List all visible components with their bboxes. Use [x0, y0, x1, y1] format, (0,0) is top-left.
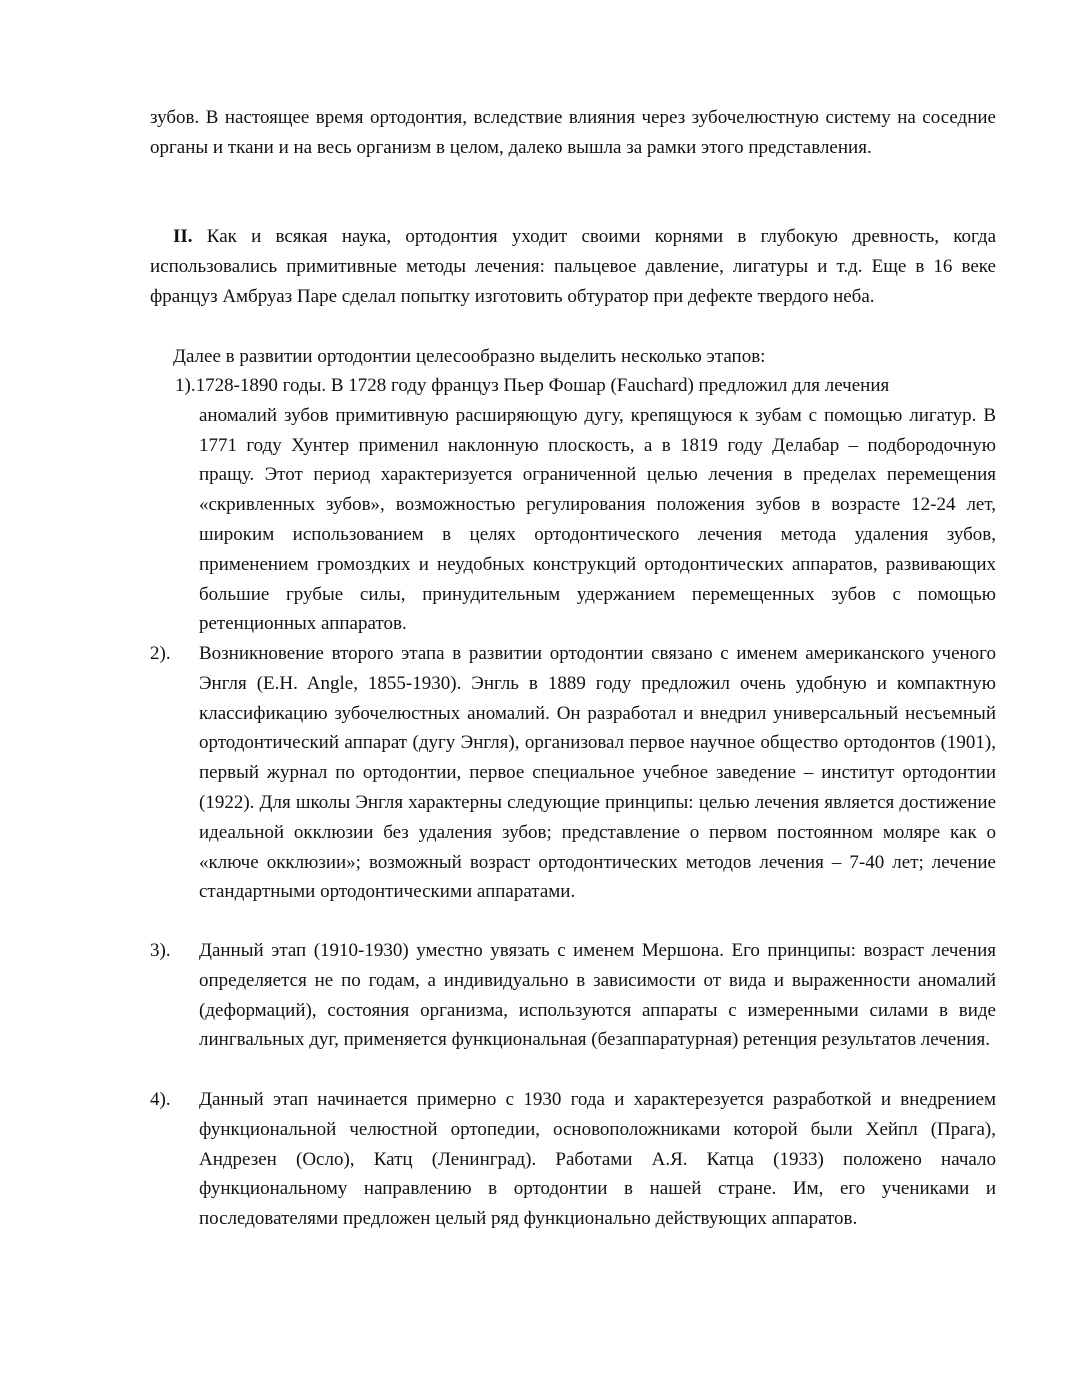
- paragraph-history: [150, 222, 996, 311]
- stage-text: аномалий зубов примитивную расширяющую дугу, крепящуюся к зубам с помощью лигатур. В 1771 году Хунтер применил наклонную плоскость, а в 1819 году Делабар – подбородочную пращу. Этот период характеризуется ограниченной целью лечения в пределах перемещения «скривленных зубов», возможностью регулирования положения зубов в возрасте 12-24 лет, широким использованием в целях ортодонтического лечения метода удаления зубов, применением громоздких и неудобных конструкций ортодонтических аппаратов, развивающих большие грубые силы, принудительным удержанием перемещенных зубов с помощью ретенционных аппаратов.: [199, 404, 996, 635]
- stage-number: 3).: [150, 940, 171, 961]
- stage-item-4: Данный этап начинается примерно с 1930 года и характерезуется разработкой и внедрением функциональной челюстной ортопедии, основоположниками которой были Хейпл (Прага), Андрезен (Осло), Катц (Ленинград). Работами А.Я. Катца (1933) положено начало функциональному направлению в ортодонтии в нашей стране. Им, его учениками и последователями предложен целый ряд функционально действующих аппаратов.: [199, 1089, 996, 1230]
- stage-first-line: 1728-1890 годы. В 1728 году француз Пьер Фошар (Fauchard) предложил для лечения: [195, 375, 890, 396]
- section-numeral: II.: [173, 226, 193, 247]
- paragraph-intro-tail: зубов. В настоящее время ортодонтия, вследствие влияния через зубочелюстную систему на соседние органы и ткани и на весь организм в целом, далеко вышла за рамки этого представления.: [150, 107, 996, 158]
- stage-number: 4).: [150, 1089, 171, 1110]
- stage-number: 2).: [150, 643, 171, 664]
- stage-item-2: Возникновение второго этапа в развитии ортодонтии связано с именем американского ученого Энгля (E.H. Angle, 1855-1930). Энгль в 1889 году предложил очень удобную и компактную классификацию зубочелюстных аномалий. Он разработал и внедрил универсальный несъемный ортодонтический аппарат (дугу Энгля), организовал первое научное общество ортодонтов (1901), первый журнал по ортодонтии, первое специальное учебное заведение – институт ортодонтии (1922). Для школы Энгля характерны следующие принципы: целью лечения является достижение идеальной окклюзии без удаления зубов; представление о первом постоянном моляре как о «ключе окклюзии»; возможный возраст ортодонтических методов лечения – 7-40 лет; лечение стандартными ортодонтическими аппаратами.: [199, 643, 996, 903]
- stage-item-1: [150, 371, 996, 639]
- paragraph-stages-intro: Далее в развитии ортодонтии целесообразно выделить несколько этапов:: [173, 346, 766, 367]
- stage-number: 1).: [175, 375, 196, 396]
- stage-item-3: Данный этап (1910-1930) уместно увязать с именем Мершона. Его принципы: возраст лечения определяется не по годам, а индивидуально в зависимости от вида и выраженности аномалий (деформаций), состояния организма, используются аппараты с измеренными силами в виде лингвальных дуг, применяется функциональная (безаппаратурная) ретенция результатов лечения.: [199, 940, 996, 1051]
- paragraph-history-text: Как и всякая наука, ортодонтия уходит своими корнями в глубокую древность, когда использовались примитивные методы лечения: пальцевое давление, лигатуры и т.д. Еще в 16 веке француз Амбруаз Паре сделал попытку изготовить обтуратор при дефекте твердого неба.: [150, 226, 996, 307]
